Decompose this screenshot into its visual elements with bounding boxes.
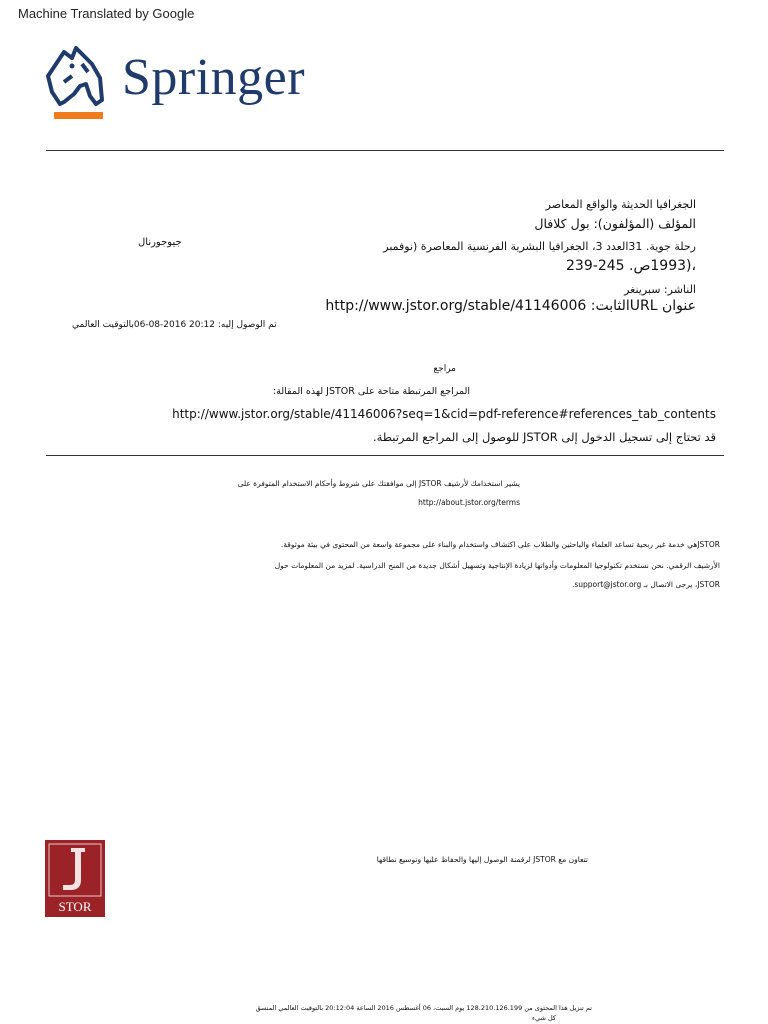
jstor-logo-icon — [45, 840, 105, 917]
article-author: المؤلف (المؤلفون): بول كلافال — [534, 216, 696, 231]
references-login-note: قد تحتاج إلى تسجيل الدخول إلى JSTOR للوصول إلى المراجع المرتبطة. — [373, 430, 716, 444]
machine-translated-banner: Machine Translated by Google — [18, 6, 195, 21]
article-pages: ،(1993ص. 245-239 — [566, 258, 696, 274]
references-available: المراجع المرتبطة متاحة على JSTOR لهذه المقالة: — [272, 386, 470, 397]
header-divider — [46, 150, 724, 151]
article-citation: رحلة جوية. 31العدد 3، الجغرافيا البشرية الفرنسية المعاصرة (نوفمبر — [383, 240, 696, 253]
springer-orange-bar — [54, 112, 103, 119]
journal-name: جيوجورنال — [138, 237, 182, 248]
terms-link[interactable]: http://about.jstor.org/terms — [418, 498, 520, 507]
download-footer: تم تنزيل هذا المحتوى من 128.210.126.199 يوم السبت، 06 أغسطس 2016 الساعة 20:12:04 بالتوقيت العالمي المنسق — [255, 1004, 592, 1012]
download-footer-continuation: كل شيء — [531, 1014, 556, 1022]
publisher: الناشر: سبرينغر — [624, 283, 696, 296]
references-link[interactable]: http://www.jstor.org/stable/41146006?seq=1&cid=pdf-reference#references_tab_contents — [172, 407, 716, 421]
springer-wordmark: Springer — [122, 49, 306, 106]
references-heading: مراجع — [433, 364, 456, 374]
stable-url-line — [325, 298, 696, 314]
jstor-tagline: تتعاون مع JSTOR لرقمنة الوصول إليها والحفاظ عليها وتوسيع نطاقها — [376, 855, 588, 864]
references-divider — [46, 455, 724, 456]
stable-url-link[interactable]: http://www.jstor.org/stable/41146006 — [325, 298, 587, 314]
jstor-logo-text: STOR — [58, 899, 92, 914]
accessed-date: تم الوصول إليه: 20:12 2016-08-06بالتوقيت العالمي — [72, 320, 277, 330]
terms-text: يشير استخدامك لأرشيف JSTOR إلى موافقتك على شروط وأحكام الاستخدام المتوفرة على — [237, 479, 520, 488]
about-jstor-paragraph-3: JSTOR، يرجى الاتصال بـ support@jstor.org. — [571, 580, 720, 589]
stable-url-label: عنوان URLالثابت: — [590, 298, 696, 314]
article-title: الجغرافيا الحديثة والواقع المعاصر — [545, 198, 696, 211]
about-jstor-paragraph-2: الأرشيف الرقمي. نحن نستخدم تكنولوجيا المعلومات وأدواتها لزيادة الإنتاجية وتسهيل أشكال جديدة من المنح الدراسية. لمزيد من المعلومات حول — [274, 561, 720, 570]
about-jstor-paragraph-1: JSTORهي خدمة غير ربحية تساعد العلماء والباحثين والطلاب على اكتشاف واستخدام والبناء على مجموعة واسعة من المحتوى في بيئة موثوقة. — [280, 540, 720, 549]
